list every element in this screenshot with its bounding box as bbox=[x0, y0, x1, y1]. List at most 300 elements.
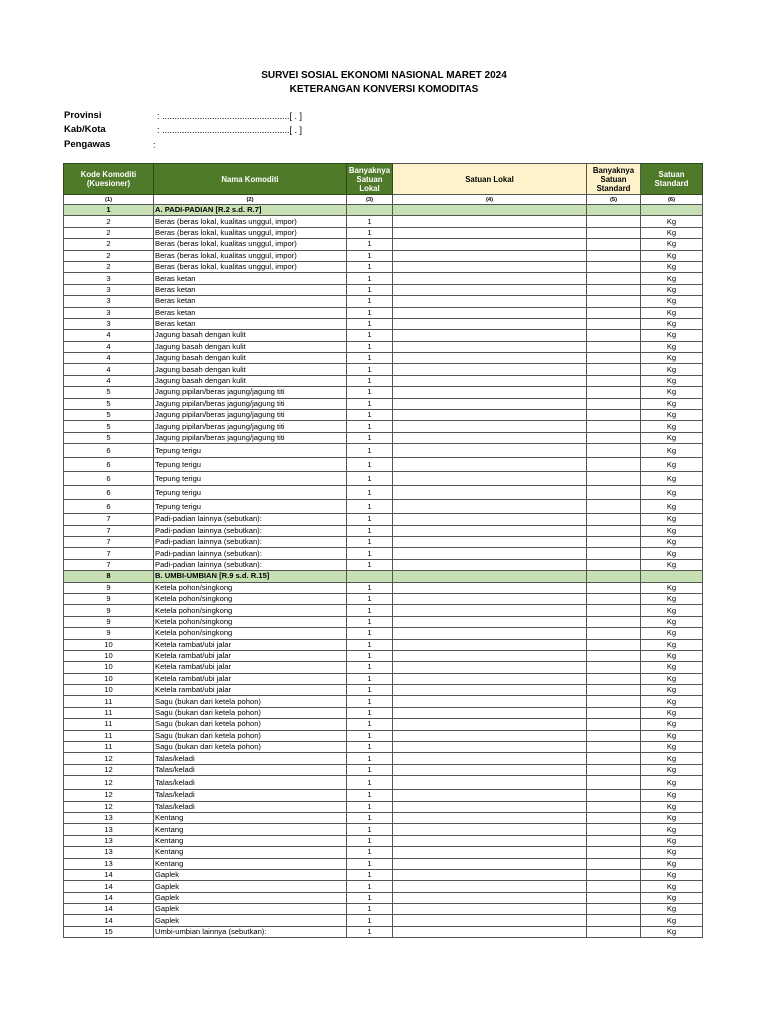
satuan-lokal-cell[interactable] bbox=[393, 500, 587, 514]
table-row bbox=[64, 881, 703, 892]
banyaknya-satuan-lokal-cell: 1 bbox=[347, 753, 393, 764]
kode-cell: 14 bbox=[64, 881, 154, 892]
satuan-lokal-cell[interactable] bbox=[393, 764, 587, 775]
satuan-lokal-cell[interactable] bbox=[393, 628, 587, 639]
banyaknya-satuan-lokal-cell: 1 bbox=[347, 559, 393, 570]
table-row bbox=[64, 525, 703, 536]
satuan-standard-cell: Kg bbox=[641, 847, 703, 858]
nama-cell: Tepung terigu bbox=[154, 472, 347, 486]
satuan-lokal-cell[interactable] bbox=[393, 593, 587, 604]
kode-cell: 14 bbox=[64, 904, 154, 915]
banyaknya-satuan-lokal-cell: 1 bbox=[347, 472, 393, 486]
nama-cell: Beras ketan bbox=[154, 273, 347, 284]
banyaknya-satuan-standard-cell[interactable] bbox=[587, 639, 641, 650]
banyaknya-satuan-standard-cell[interactable] bbox=[587, 273, 641, 284]
banyaknya-satuan-lokal-cell: 1 bbox=[347, 239, 393, 250]
banyaknya-satuan-standard-cell[interactable] bbox=[587, 858, 641, 869]
banyaknya-satuan-standard-cell[interactable] bbox=[587, 593, 641, 604]
banyaknya-satuan-standard-cell[interactable] bbox=[587, 239, 641, 250]
satuan-lokal-cell[interactable] bbox=[393, 869, 587, 880]
banyaknya-satuan-standard-cell[interactable] bbox=[587, 742, 641, 753]
nama-cell: Tepung terigu bbox=[154, 500, 347, 514]
satuan-lokal-cell[interactable] bbox=[393, 273, 587, 284]
kabkota-label: Kab/Kota bbox=[64, 124, 106, 135]
satuan-lokal-cell[interactable] bbox=[393, 250, 587, 261]
section-row bbox=[64, 205, 703, 216]
nama-cell: Jagung basah dengan kulit bbox=[154, 353, 347, 364]
satuan-standard-cell: Kg bbox=[641, 536, 703, 547]
banyaknya-satuan-standard-cell[interactable] bbox=[587, 216, 641, 227]
satuan-lokal-cell[interactable] bbox=[393, 421, 587, 432]
nama-cell: Jagung pipilan/beras jagung/jagung titi bbox=[154, 398, 347, 409]
satuan-lokal-cell[interactable] bbox=[393, 582, 587, 593]
kode-cell: 4 bbox=[64, 330, 154, 341]
nama-cell: Gaplek bbox=[154, 915, 347, 926]
satuan-lokal-cell[interactable] bbox=[393, 536, 587, 547]
banyaknya-satuan-standard-cell[interactable] bbox=[587, 284, 641, 295]
commodity-table bbox=[63, 163, 703, 938]
table-row bbox=[64, 296, 703, 307]
banyaknya-satuan-standard-cell[interactable] bbox=[587, 500, 641, 514]
table-row bbox=[64, 847, 703, 858]
kode-cell: 6 bbox=[64, 472, 154, 486]
satuan-lokal-cell[interactable] bbox=[393, 881, 587, 892]
banyaknya-satuan-standard-cell[interactable] bbox=[587, 753, 641, 764]
kabkota-field[interactable]: : ...................................................[ . ] bbox=[157, 125, 303, 135]
satuan-lokal-cell[interactable] bbox=[393, 904, 587, 915]
banyaknya-satuan-standard-cell[interactable] bbox=[587, 662, 641, 673]
banyaknya-satuan-lokal-cell: 1 bbox=[347, 261, 393, 272]
banyaknya-satuan-lokal-cell: 1 bbox=[347, 525, 393, 536]
banyaknya-satuan-standard-cell[interactable] bbox=[587, 904, 641, 915]
satuan-standard-cell: Kg bbox=[641, 904, 703, 915]
table-row bbox=[64, 605, 703, 616]
column-number: (4) bbox=[393, 195, 587, 205]
satuan-lokal-cell[interactable] bbox=[393, 296, 587, 307]
satuan-lokal-cell[interactable] bbox=[393, 398, 587, 409]
satuan-lokal-cell[interactable] bbox=[393, 742, 587, 753]
table-row bbox=[64, 514, 703, 525]
satuan-lokal-cell[interactable] bbox=[393, 486, 587, 500]
satuan-lokal-cell[interactable] bbox=[393, 824, 587, 835]
banyaknya-satuan-lokal-cell: 1 bbox=[347, 375, 393, 386]
satuan-lokal-cell[interactable] bbox=[393, 696, 587, 707]
banyaknya-satuan-standard-cell[interactable] bbox=[587, 628, 641, 639]
satuan-standard-cell: Kg bbox=[641, 239, 703, 250]
satuan-standard-cell: Kg bbox=[641, 926, 703, 937]
satuan-lokal-cell[interactable] bbox=[393, 353, 587, 364]
nama-cell: Beras ketan bbox=[154, 296, 347, 307]
banyaknya-satuan-standard-cell[interactable] bbox=[587, 318, 641, 329]
table-row bbox=[64, 696, 703, 707]
banyaknya-satuan-standard-cell[interactable] bbox=[587, 571, 641, 582]
table-row bbox=[64, 639, 703, 650]
banyaknya-satuan-standard-cell[interactable] bbox=[587, 486, 641, 500]
satuan-lokal-cell[interactable] bbox=[393, 707, 587, 718]
satuan-lokal-cell[interactable] bbox=[393, 639, 587, 650]
banyaknya-satuan-standard-cell[interactable] bbox=[587, 559, 641, 570]
satuan-standard-cell: Kg bbox=[641, 662, 703, 673]
satuan-standard-cell: Kg bbox=[641, 790, 703, 801]
table-row bbox=[64, 742, 703, 753]
satuan-lokal-cell[interactable] bbox=[393, 835, 587, 846]
banyaknya-satuan-standard-cell[interactable] bbox=[587, 892, 641, 903]
banyaknya-satuan-lokal-cell: 1 bbox=[347, 685, 393, 696]
banyaknya-satuan-standard-cell[interactable] bbox=[587, 650, 641, 661]
satuan-lokal-cell[interactable] bbox=[393, 410, 587, 421]
nama-cell: Tepung terigu bbox=[154, 444, 347, 458]
kode-cell: 2 bbox=[64, 216, 154, 227]
banyaknya-satuan-standard-cell[interactable] bbox=[587, 776, 641, 790]
section-row bbox=[64, 571, 703, 582]
table-row bbox=[64, 628, 703, 639]
satuan-lokal-cell[interactable] bbox=[393, 205, 587, 216]
satuan-standard-cell: Kg bbox=[641, 341, 703, 352]
banyaknya-satuan-lokal-cell: 1 bbox=[347, 227, 393, 238]
table-row bbox=[64, 432, 703, 443]
banyaknya-satuan-standard-cell[interactable] bbox=[587, 398, 641, 409]
satuan-lokal-cell[interactable] bbox=[393, 307, 587, 318]
satuan-standard-cell: Kg bbox=[641, 432, 703, 443]
satuan-lokal-cell[interactable] bbox=[393, 812, 587, 823]
banyaknya-satuan-standard-cell[interactable] bbox=[587, 387, 641, 398]
table-row bbox=[64, 582, 703, 593]
nama-cell: Sagu (bukan dari ketela pohon) bbox=[154, 719, 347, 730]
provinsi-field[interactable]: : ...................................................[ . ] bbox=[157, 111, 303, 121]
banyaknya-satuan-standard-cell[interactable] bbox=[587, 261, 641, 272]
satuan-lokal-cell[interactable] bbox=[393, 673, 587, 684]
kode-cell: 4 bbox=[64, 341, 154, 352]
banyaknya-satuan-standard-cell[interactable] bbox=[587, 375, 641, 386]
kode-cell: 13 bbox=[64, 824, 154, 835]
table-row bbox=[64, 673, 703, 684]
satuan-lokal-cell[interactable] bbox=[393, 753, 587, 764]
banyaknya-satuan-standard-cell[interactable] bbox=[587, 801, 641, 812]
kode-cell: 7 bbox=[64, 514, 154, 525]
kode-cell: 6 bbox=[64, 500, 154, 514]
kode-cell: 12 bbox=[64, 776, 154, 790]
nama-cell: Jagung basah dengan kulit bbox=[154, 330, 347, 341]
nama-cell: Talas/keladi bbox=[154, 753, 347, 764]
banyaknya-satuan-lokal-cell: 1 bbox=[347, 353, 393, 364]
satuan-standard-cell: Kg bbox=[641, 398, 703, 409]
satuan-lokal-cell[interactable] bbox=[393, 364, 587, 375]
satuan-lokal-cell[interactable] bbox=[393, 432, 587, 443]
satuan-lokal-cell[interactable] bbox=[393, 858, 587, 869]
satuan-lokal-cell[interactable] bbox=[393, 227, 587, 238]
nama-cell: Ketela rambat/ubi jalar bbox=[154, 685, 347, 696]
banyaknya-satuan-standard-cell[interactable] bbox=[587, 605, 641, 616]
satuan-lokal-cell[interactable] bbox=[393, 915, 587, 926]
satuan-lokal-cell[interactable] bbox=[393, 650, 587, 661]
satuan-lokal-cell[interactable] bbox=[393, 571, 587, 582]
satuan-lokal-cell[interactable] bbox=[393, 514, 587, 525]
banyaknya-satuan-standard-cell[interactable] bbox=[587, 707, 641, 718]
banyaknya-satuan-standard-cell[interactable] bbox=[587, 536, 641, 547]
banyaknya-satuan-lokal-cell: 1 bbox=[347, 318, 393, 329]
banyaknya-satuan-lokal-cell: 1 bbox=[347, 801, 393, 812]
satuan-lokal-cell[interactable] bbox=[393, 662, 587, 673]
banyaknya-satuan-lokal-cell: 1 bbox=[347, 847, 393, 858]
satuan-lokal-cell[interactable] bbox=[393, 616, 587, 627]
nama-cell: Gaplek bbox=[154, 892, 347, 903]
kode-cell: 2 bbox=[64, 227, 154, 238]
nama-cell: Kentang bbox=[154, 835, 347, 846]
kode-cell: 9 bbox=[64, 582, 154, 593]
satuan-standard-cell: Kg bbox=[641, 318, 703, 329]
nama-cell: Talas/keladi bbox=[154, 776, 347, 790]
nama-cell: Sagu (bukan dari ketela pohon) bbox=[154, 742, 347, 753]
satuan-lokal-cell[interactable] bbox=[393, 458, 587, 472]
satuan-lokal-cell[interactable] bbox=[393, 341, 587, 352]
satuan-lokal-cell[interactable] bbox=[393, 559, 587, 570]
banyaknya-satuan-standard-cell[interactable] bbox=[587, 410, 641, 421]
satuan-lokal-cell[interactable] bbox=[393, 444, 587, 458]
satuan-standard-cell: Kg bbox=[641, 458, 703, 472]
nama-cell: Kentang bbox=[154, 824, 347, 835]
banyaknya-satuan-lokal-cell: 1 bbox=[347, 639, 393, 650]
kode-cell: 4 bbox=[64, 375, 154, 386]
table-row bbox=[64, 869, 703, 880]
banyaknya-satuan-lokal-cell: 1 bbox=[347, 719, 393, 730]
banyaknya-satuan-standard-cell[interactable] bbox=[587, 444, 641, 458]
kode-cell: 11 bbox=[64, 730, 154, 741]
table-row bbox=[64, 273, 703, 284]
nama-cell: Padi-padian lainnya (sebutkan): bbox=[154, 559, 347, 570]
nama-cell: Beras ketan bbox=[154, 307, 347, 318]
banyaknya-satuan-standard-cell[interactable] bbox=[587, 869, 641, 880]
kode-cell: 13 bbox=[64, 812, 154, 823]
satuan-lokal-cell[interactable] bbox=[393, 776, 587, 790]
table-row bbox=[64, 239, 703, 250]
satuan-lokal-cell[interactable] bbox=[393, 330, 587, 341]
pengawas-field[interactable]: : bbox=[153, 140, 156, 150]
nama-cell: Beras ketan bbox=[154, 318, 347, 329]
table-row bbox=[64, 387, 703, 398]
satuan-standard-cell: Kg bbox=[641, 835, 703, 846]
satuan-lokal-cell[interactable] bbox=[393, 216, 587, 227]
header-kode-komoditi: Kode Komoditi (Kuesioner) bbox=[64, 164, 154, 195]
banyaknya-satuan-standard-cell[interactable] bbox=[587, 696, 641, 707]
header-nama-komoditi: Nama Komoditi bbox=[154, 164, 347, 195]
table-row bbox=[64, 650, 703, 661]
satuan-lokal-cell[interactable] bbox=[393, 375, 587, 386]
banyaknya-satuan-standard-cell[interactable] bbox=[587, 227, 641, 238]
banyaknya-satuan-standard-cell[interactable] bbox=[587, 330, 641, 341]
satuan-standard-cell: Kg bbox=[641, 881, 703, 892]
table-row bbox=[64, 719, 703, 730]
banyaknya-satuan-lokal-cell: 1 bbox=[347, 410, 393, 421]
satuan-lokal-cell[interactable] bbox=[393, 790, 587, 801]
kode-cell: 6 bbox=[64, 444, 154, 458]
banyaknya-satuan-standard-cell[interactable] bbox=[587, 341, 641, 352]
table-row bbox=[64, 616, 703, 627]
kode-cell: 4 bbox=[64, 353, 154, 364]
banyaknya-satuan-lokal-cell: 1 bbox=[347, 307, 393, 318]
banyaknya-satuan-standard-cell[interactable] bbox=[587, 432, 641, 443]
kode-cell: 10 bbox=[64, 673, 154, 684]
banyaknya-satuan-standard-cell[interactable] bbox=[587, 881, 641, 892]
satuan-lokal-cell[interactable] bbox=[393, 387, 587, 398]
nama-cell: Ketela rambat/ubi jalar bbox=[154, 650, 347, 661]
banyaknya-satuan-standard-cell[interactable] bbox=[587, 205, 641, 216]
kode-cell: 13 bbox=[64, 835, 154, 846]
satuan-standard-cell: Kg bbox=[641, 639, 703, 650]
satuan-lokal-cell[interactable] bbox=[393, 685, 587, 696]
banyaknya-satuan-standard-cell[interactable] bbox=[587, 296, 641, 307]
table-row bbox=[64, 421, 703, 432]
table-row bbox=[64, 398, 703, 409]
banyaknya-satuan-standard-cell[interactable] bbox=[587, 616, 641, 627]
banyaknya-satuan-standard-cell[interactable] bbox=[587, 835, 641, 846]
table-row bbox=[64, 250, 703, 261]
banyaknya-satuan-lokal-cell: 1 bbox=[347, 824, 393, 835]
kode-cell: 14 bbox=[64, 869, 154, 880]
banyaknya-satuan-standard-cell[interactable] bbox=[587, 790, 641, 801]
banyaknya-satuan-standard-cell[interactable] bbox=[587, 847, 641, 858]
satuan-lokal-cell[interactable] bbox=[393, 605, 587, 616]
satuan-standard-cell: Kg bbox=[641, 812, 703, 823]
banyaknya-satuan-lokal-cell: 1 bbox=[347, 776, 393, 790]
banyaknya-satuan-standard-cell[interactable] bbox=[587, 364, 641, 375]
banyaknya-satuan-standard-cell[interactable] bbox=[587, 685, 641, 696]
banyaknya-satuan-standard-cell[interactable] bbox=[587, 582, 641, 593]
satuan-standard-cell: Kg bbox=[641, 514, 703, 525]
nama-cell: Umbi-umbian lainnya (sebutkan): bbox=[154, 926, 347, 937]
header-banyaknya-satuan-lokal: Banyaknya Satuan Lokal bbox=[347, 164, 393, 195]
nama-cell: Kentang bbox=[154, 812, 347, 823]
satuan-standard-cell: Kg bbox=[641, 764, 703, 775]
banyaknya-satuan-lokal-cell: 1 bbox=[347, 764, 393, 775]
table-row bbox=[64, 261, 703, 272]
satuan-standard-cell: Kg bbox=[641, 858, 703, 869]
satuan-lokal-cell[interactable] bbox=[393, 284, 587, 295]
header-banyaknya-satuan-standard: Banyaknya Satuan Standard bbox=[587, 164, 641, 195]
satuan-lokal-cell[interactable] bbox=[393, 261, 587, 272]
kode-cell: 6 bbox=[64, 458, 154, 472]
table-row bbox=[64, 486, 703, 500]
banyaknya-satuan-standard-cell[interactable] bbox=[587, 307, 641, 318]
document-subtitle: KETERANGAN KONVERSI KOMODITAS bbox=[289, 84, 479, 95]
table-row bbox=[64, 824, 703, 835]
nama-cell: Talas/keladi bbox=[154, 790, 347, 801]
kode-cell: 3 bbox=[64, 307, 154, 318]
kode-cell: 5 bbox=[64, 398, 154, 409]
satuan-lokal-cell[interactable] bbox=[393, 548, 587, 559]
kode-cell: 3 bbox=[64, 273, 154, 284]
kode-cell: 5 bbox=[64, 432, 154, 443]
banyaknya-satuan-lokal-cell bbox=[347, 205, 393, 216]
table-row bbox=[64, 307, 703, 318]
banyaknya-satuan-lokal-cell: 1 bbox=[347, 398, 393, 409]
table-row bbox=[64, 662, 703, 673]
banyaknya-satuan-standard-cell[interactable] bbox=[587, 421, 641, 432]
header-satuan-standard: Satuan Standard bbox=[641, 164, 703, 195]
satuan-lokal-cell[interactable] bbox=[393, 719, 587, 730]
banyaknya-satuan-standard-cell[interactable] bbox=[587, 673, 641, 684]
satuan-standard-cell: Kg bbox=[641, 375, 703, 386]
kode-cell: 2 bbox=[64, 261, 154, 272]
table-row bbox=[64, 410, 703, 421]
banyaknya-satuan-standard-cell[interactable] bbox=[587, 525, 641, 536]
banyaknya-satuan-standard-cell[interactable] bbox=[587, 514, 641, 525]
kode-cell: 2 bbox=[64, 239, 154, 250]
satuan-lokal-cell[interactable] bbox=[393, 730, 587, 741]
banyaknya-satuan-standard-cell[interactable] bbox=[587, 764, 641, 775]
nama-cell: Beras (beras lokal, kualitas unggul, impor) bbox=[154, 227, 347, 238]
banyaknya-satuan-lokal-cell: 1 bbox=[347, 858, 393, 869]
satuan-lokal-cell[interactable] bbox=[393, 926, 587, 937]
table-row bbox=[64, 375, 703, 386]
kode-cell: 8 bbox=[64, 571, 154, 582]
nama-cell: Padi-padian lainnya (sebutkan): bbox=[154, 514, 347, 525]
column-number: (2) bbox=[154, 195, 347, 205]
banyaknya-satuan-lokal-cell: 1 bbox=[347, 892, 393, 903]
nama-cell: Ketela rambat/ubi jalar bbox=[154, 662, 347, 673]
banyaknya-satuan-standard-cell[interactable] bbox=[587, 719, 641, 730]
kode-cell: 9 bbox=[64, 593, 154, 604]
satuan-standard-cell: Kg bbox=[641, 593, 703, 604]
banyaknya-satuan-lokal-cell: 1 bbox=[347, 790, 393, 801]
banyaknya-satuan-standard-cell[interactable] bbox=[587, 824, 641, 835]
table-row bbox=[64, 858, 703, 869]
kode-cell: 14 bbox=[64, 915, 154, 926]
column-number: (6) bbox=[641, 195, 703, 205]
satuan-lokal-cell[interactable] bbox=[393, 892, 587, 903]
banyaknya-satuan-lokal-cell: 1 bbox=[347, 904, 393, 915]
banyaknya-satuan-lokal-cell: 1 bbox=[347, 536, 393, 547]
kode-cell: 10 bbox=[64, 650, 154, 661]
banyaknya-satuan-standard-cell[interactable] bbox=[587, 730, 641, 741]
table-row bbox=[64, 472, 703, 486]
satuan-lokal-cell[interactable] bbox=[393, 847, 587, 858]
satuan-lokal-cell[interactable] bbox=[393, 525, 587, 536]
table-row bbox=[64, 915, 703, 926]
banyaknya-satuan-standard-cell[interactable] bbox=[587, 458, 641, 472]
satuan-lokal-cell[interactable] bbox=[393, 318, 587, 329]
banyaknya-satuan-lokal-cell: 1 bbox=[347, 696, 393, 707]
satuan-lokal-cell[interactable] bbox=[393, 239, 587, 250]
table-row bbox=[64, 707, 703, 718]
banyaknya-satuan-standard-cell[interactable] bbox=[587, 812, 641, 823]
banyaknya-satuan-standard-cell[interactable] bbox=[587, 353, 641, 364]
nama-cell: Jagung pipilan/beras jagung/jagung titi bbox=[154, 387, 347, 398]
kode-cell: 13 bbox=[64, 858, 154, 869]
kode-cell: 12 bbox=[64, 753, 154, 764]
kode-cell: 3 bbox=[64, 284, 154, 295]
satuan-standard-cell: Kg bbox=[641, 273, 703, 284]
banyaknya-satuan-standard-cell[interactable] bbox=[587, 472, 641, 486]
banyaknya-satuan-standard-cell[interactable] bbox=[587, 915, 641, 926]
banyaknya-satuan-lokal-cell: 1 bbox=[347, 582, 393, 593]
nama-cell: Tepung terigu bbox=[154, 486, 347, 500]
kode-cell: 7 bbox=[64, 525, 154, 536]
satuan-lokal-cell[interactable] bbox=[393, 801, 587, 812]
banyaknya-satuan-standard-cell[interactable] bbox=[587, 926, 641, 937]
satuan-standard-cell: Kg bbox=[641, 559, 703, 570]
banyaknya-satuan-lokal-cell: 1 bbox=[347, 605, 393, 616]
banyaknya-satuan-standard-cell[interactable] bbox=[587, 250, 641, 261]
satuan-standard-cell: Kg bbox=[641, 421, 703, 432]
satuan-lokal-cell[interactable] bbox=[393, 472, 587, 486]
column-number-row bbox=[64, 195, 703, 205]
banyaknya-satuan-lokal-cell: 1 bbox=[347, 296, 393, 307]
kode-cell: 3 bbox=[64, 296, 154, 307]
banyaknya-satuan-standard-cell[interactable] bbox=[587, 548, 641, 559]
nama-cell: Beras (beras lokal, kualitas unggul, impor) bbox=[154, 261, 347, 272]
banyaknya-satuan-lokal-cell: 1 bbox=[347, 216, 393, 227]
kode-cell: 2 bbox=[64, 250, 154, 261]
